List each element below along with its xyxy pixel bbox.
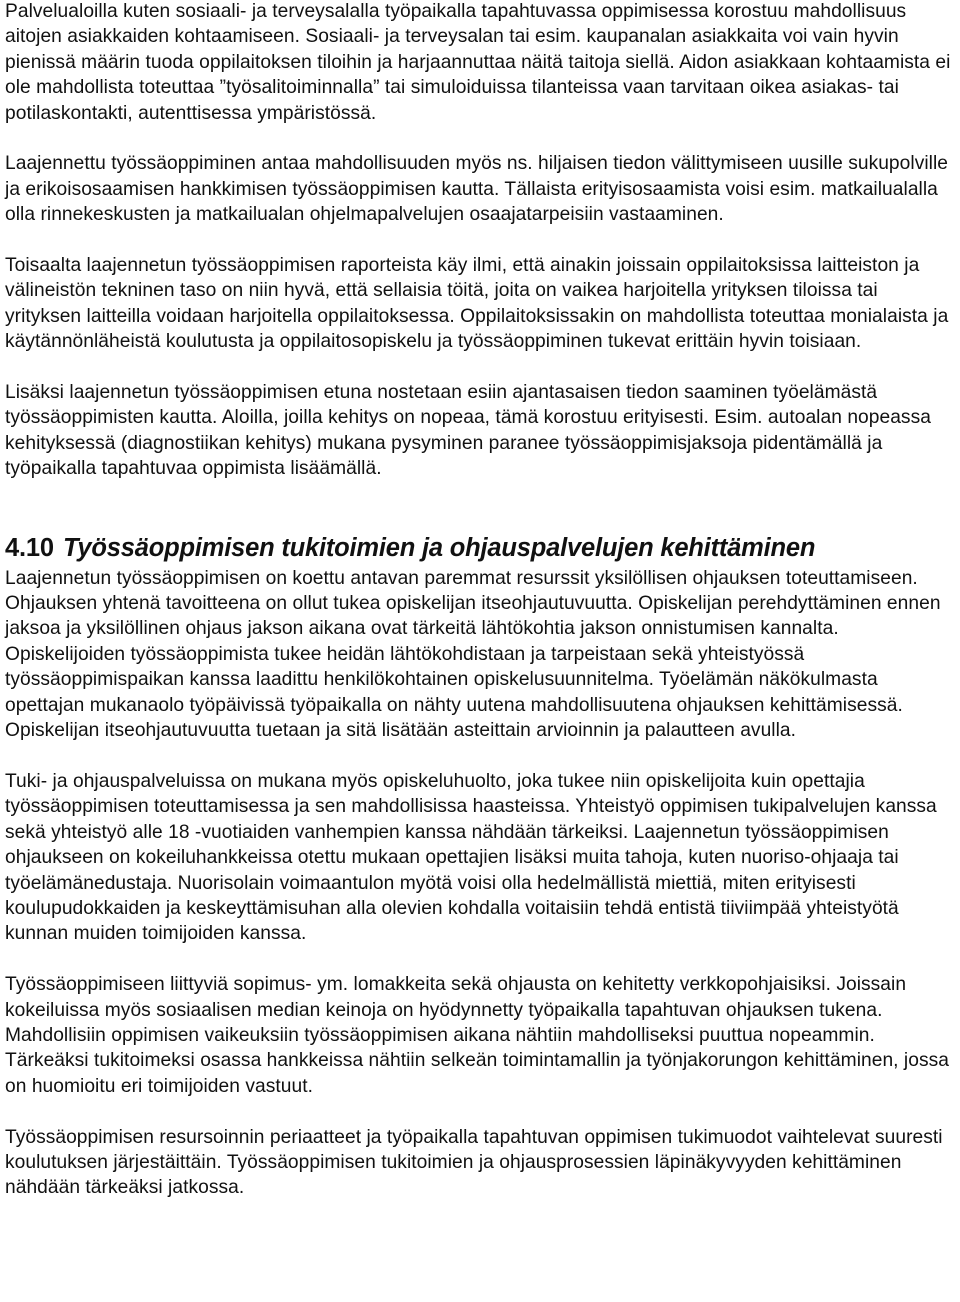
section-number: 4.10: [5, 533, 54, 562]
document-page: [5, 0, 955, 1201]
paragraph: Toisaalta laajennetun työssäoppimisen raporteista käy ilmi, että ainakin joissain oppilaitoksissa laitteiston ja välineistön tekninen taso on niin hyvä, että sellaisia töitä, joita on vaikea harjoitella yrityksen tiloissa tai yrityksen laitteilla voidaan harjoitella oppilaitoksessa. Oppilaitoksissakin on mahdollista toteuttaa monialaista ja käytännönläheistä koulutusta ja oppilaitosopiskelu ja työssäoppiminen tukevat erittäin hyvin toisiaan.: [5, 255, 949, 353]
paragraph: Laajennetun työssäoppimisen on koettu antavan paremmat resurssit yksilöllisen ohjauksen toteuttamiseen. Ohjauksen yhtenä tavoitteena on ollut tukea opiskelijan itseohjautuvuutta. Opiskelijan perehdyttäminen ennen jaksoa ja yksilöllinen ohjaus jakson aikana ovat tärkeitä lähtökohtia jakson onnistumisen kannalta. Opiskelijoiden työssäoppimista tukee heidän lähtökohdistaan ja tarpeistaan sekä yhteistyössä työssäoppimispaikan kanssa laadittu henkilökohtainen opiskelusuunnitelma. Työelämän näkökulmasta opettajan mukanaolo työpäivissä työpaikalla on nähty uutena mahdollisuutena ohjauksen kehittämisessä. Opiskelijan itseohjautuvuutta tuetaan ja sitä lisätään asteittain arvioinnin ja palautteen avulla.: [5, 567, 941, 742]
paragraph: Tuki- ja ohjauspalveluissa on mukana myös opiskeluhuolto, joka tukee niin opiskelijoita kuin opettajia työssäoppimisen toteuttamisessa ja sen mahdollisissa haasteissa. Yhteistyö oppimisen tukipalvelujen kanssa sekä yhteistyö alle 18 -vuotiaiden vanhempien kanssa nähdään tärkeiksi. Laajennetun työssäoppimisen ohjaukseen on kokeiluhankkeissa otettu mukaan opettajien lisäksi muita tahoja, kuten nuoriso-ohjaaja tai työelämänedustaja. Nuorisolain voimaantulon myötä voisi olla hedelmällistä miettiä, miten erityisesti koulupudokkaiden ja keskeyttämisuhan alla olevien kohdalla voitaisiin tehdä entistä tiiviimpää yhteistyötä kunnan muiden toimijoiden kanssa.: [5, 770, 937, 945]
paragraph: Työssäoppimisen resursoinnin periaatteet ja työpaikalla tapahtuvan oppimisen tukimuodot vaihtelevat suuresti koulutuksen järjestäittäin. Työssäoppimisen tukitoimien ja ohjausprosessien läpinäkyvyyden kehittäminen nähdään tärkeäksi jatkossa.: [5, 1126, 943, 1199]
section-heading: [5, 532, 955, 564]
paragraph: Lisäksi laajennetun työssäoppimisen etuna nostetaan esiin ajantasaisen tiedon saaminen työelämästä työssäoppimisten kautta. Aloilla, joilla kehitys on nopeaa, tämä korostuu erityisesti. Esim. autoalan nopeassa kehityksessä (diagnostiikan kehitys) mukana pysyminen paranee työssäoppimisjaksoja pidentämällä ja työpaikalla tapahtuvaa oppimista lisäämällä.: [5, 382, 931, 480]
paragraph: Palvelualoilla kuten sosiaali- ja terveysalalla työpaikalla tapahtuvassa oppimisessa korostuu mahdollisuus aitojen asiakkaiden kohtaamiseen. Sosiaali- ja terveysalan tai esim. kaupanalan asiakkaita voi vain hyvin pienissä määrin tuoda oppilaitoksen tiloihin ja harjaannuttaa näitä taitoja siellä. Aidon asiakkaan kohtaamista ei ole mahdollista toteuttaa ”työsalitoiminnalla” tai simuloiduissa tilanteissa vaan tarvitaan oikea asiakas- tai potilaskontakti, autenttisessa ympäristössä.: [5, 1, 951, 124]
paragraph: Laajennettu työssäoppiminen antaa mahdollisuuden myös ns. hiljaisen tiedon välittymiseen uusille sukupolville ja erikoisosaamisen hankkimisen työssäoppimisen kautta. Tällaista erityisosaamista voisi esim. matkailualalla olla rinnekeskusten ja matkailualan ohjelmapalvelujen osaajatarpeisiin vastaaminen.: [5, 153, 948, 226]
paragraph: Työssäoppimiseen liittyviä sopimus- ym. lomakkeita sekä ohjausta on kehitetty verkkopohjaisiksi. Joissain kokeiluissa myös sosiaalisen median keinoja on hyödynnetty työpaikalla tapahtuvan ohjauksen tukena. Mahdollisiin oppimisen vaikeuksiin työssäoppimisen aikana nähtiin mahdolliseksi puuttua nopeammin. Tärkeäksi tukitoimeksi osassa hankkeissa nähtiin selkeän toimintamallin ja työnjakorungon kehittäminen, jossa on huomioitu eri toimijoiden vastuut.: [5, 974, 949, 1097]
section-title: Työssäoppimisen tukitoimien ja ohjauspalvelujen kehittäminen: [63, 533, 816, 562]
